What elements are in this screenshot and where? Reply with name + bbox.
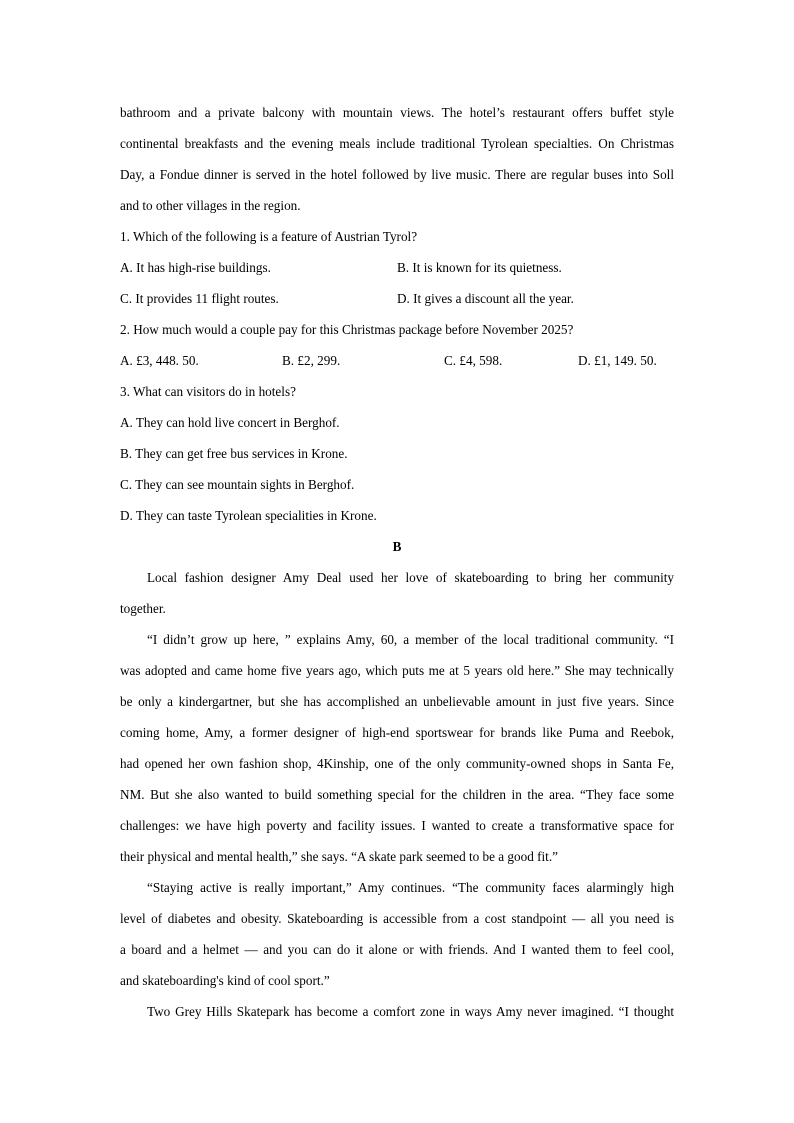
passage-a-line: and to other villages in the region. — [120, 198, 301, 213]
question-stem: 1. Which of the following is a feature of Austrian Tyrol? — [120, 229, 418, 244]
paragraph-line: be only a kindergartner, but she has accomplished an unbelievable amount in just five years. Since — [120, 694, 674, 709]
paragraph-line: challenges: we have high poverty and facility issues. I wanted to create a transformative space for — [120, 818, 674, 833]
question-stem: 2. How much would a couple pay for this Christmas package before November 2025? — [120, 322, 574, 337]
option-c: C. It provides 11 flight routes. — [120, 291, 279, 306]
paragraph-line: their physical and mental health,” she says. “A skate park seemed to be a good fit.” — [120, 849, 558, 864]
option-d: D. It gives a discount all the year. — [397, 291, 574, 306]
paragraph-line: Local fashion designer Amy Deal used her love of skateboarding to bring her community — [147, 570, 674, 585]
option-a: A. £3, 448. 50. — [120, 353, 199, 368]
paragraph-line: coming home, Amy, a former designer of high-end sportswear for brands like Puma and Reebok, — [120, 725, 674, 740]
paragraph-line: “I didn’t grow up here, ” explains Amy, 60, a member of the local traditional community. “I — [147, 632, 674, 647]
passage-b-paragraph-4 — [120, 996, 674, 1027]
option-a: A. It has high-rise buildings. — [120, 260, 271, 275]
passage-a-line: continental breakfasts and the evening meals include traditional Tyrolean specialties. On Christmas — [120, 136, 674, 151]
passage-b-paragraph-3 — [120, 872, 674, 996]
option-b: B. £2, 299. — [282, 353, 341, 368]
question-1 — [120, 221, 674, 314]
question-stem: 3. What can visitors do in hotels? — [120, 384, 296, 399]
options-row — [120, 283, 674, 314]
paragraph-line: Two Grey Hills Skatepark has become a comfort zone in ways Amy never imagined. “I thought — [147, 1004, 674, 1019]
paragraph-line: level of diabetes and obesity. Skateboarding is accessible from a cost standpoint — all you need is — [120, 911, 674, 926]
paragraph-line: and skateboarding's kind of cool sport.” — [120, 973, 330, 988]
page-content — [120, 97, 674, 1027]
passage-b-paragraph-2 — [120, 624, 674, 872]
passage-a-line: Day, a Fondue dinner is served in the hotel followed by live music. There are regular buses into Soll — [120, 167, 674, 182]
option-c: C. They can see mountain sights in Berghof. — [120, 477, 355, 492]
option-c: C. £4, 598. — [444, 353, 503, 368]
paragraph-line: a board and a helmet — and you can do it alone or with friends. And I wanted them to feel cool, — [120, 942, 674, 957]
paragraph-line: NM. But she also wanted to build something special for the children in the area. “They face some — [120, 787, 674, 802]
paragraph-line: was adopted and came home five years ago, which puts me at 5 years old here.” She may technically — [120, 663, 674, 678]
options-row — [120, 345, 674, 376]
option-b: B. It is known for its quietness. — [397, 260, 562, 275]
section-heading: B — [392, 539, 402, 554]
option-d: D. They can taste Tyrolean specialities in Krone. — [120, 508, 377, 523]
paragraph-line: had opened her own fashion shop, 4Kinship, one of the only community-owned shops in Santa Fe, — [120, 756, 674, 771]
passage-a — [120, 97, 674, 221]
question-3 — [120, 376, 674, 531]
options-row — [120, 252, 674, 283]
passage-a-line: bathroom and a private balcony with mountain views. The hotel’s restaurant offers buffet style — [120, 105, 674, 120]
question-2 — [120, 314, 674, 376]
option-a: A. They can hold live concert in Berghof. — [120, 415, 340, 430]
option-b: B. They can get free bus services in Krone. — [120, 446, 348, 461]
passage-b-paragraph-1 — [120, 562, 674, 624]
paragraph-line: “Staying active is really important,” Amy continues. “The community faces alarmingly high — [147, 880, 674, 895]
paragraph-line: together. — [120, 601, 166, 616]
option-d: D. £1, 149. 50. — [578, 353, 657, 368]
